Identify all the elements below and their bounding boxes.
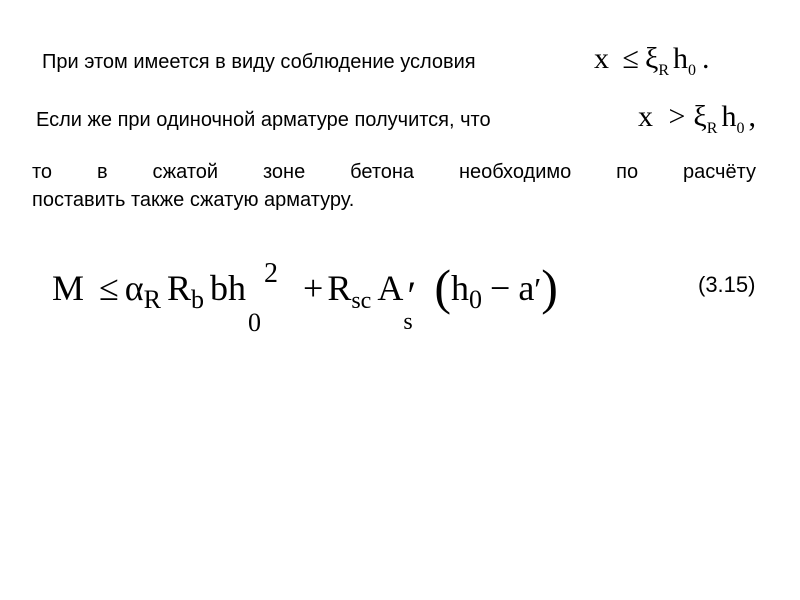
var-a: a	[518, 268, 535, 308]
condition-formula-2	[638, 100, 756, 137]
sub-0: 0	[736, 120, 745, 137]
sub-0: 0	[469, 285, 482, 315]
sup-2: 2	[264, 258, 279, 289]
paragraph-line-1: то в сжатой зоне бетона необходимо по расчёту	[32, 161, 756, 183]
comma: ,	[748, 100, 756, 133]
var-M: M	[52, 268, 85, 308]
var-bh: bh	[210, 268, 247, 308]
var-xi: ξ	[644, 42, 659, 75]
sub-b: b	[191, 285, 205, 315]
sub-0: 0	[688, 62, 697, 79]
var-R-sc: R	[327, 268, 352, 308]
var-A: A	[377, 268, 404, 308]
paragraph	[32, 158, 756, 214]
op-le: ≤	[99, 268, 119, 308]
op-gt: >	[668, 100, 686, 133]
a-prime: ′	[534, 271, 542, 307]
sub-0: 0	[248, 308, 262, 337]
paragraph-line-2: поставить также сжатую арматуру.	[32, 189, 355, 211]
text-line-2: Если же при одиночной арматуре получится, что	[36, 109, 491, 131]
op-le: ≤	[622, 42, 639, 75]
var-R-b: R	[167, 268, 192, 308]
op-plus: +	[303, 268, 324, 308]
sub-R: R	[143, 285, 161, 315]
text-line-1: При этом имеется в виду соблюдение условия	[42, 51, 476, 73]
sub-R: R	[706, 120, 718, 137]
var-alpha: α	[124, 268, 144, 308]
var-h: h	[451, 268, 469, 308]
var-xi: ξ	[693, 100, 707, 133]
var-x: x	[594, 42, 609, 75]
paren-left: (	[434, 259, 451, 315]
sub-R: R	[658, 62, 670, 79]
var-h: h	[721, 100, 737, 133]
var-h: h	[673, 42, 689, 75]
sub-s: s	[403, 309, 413, 335]
sub-sc: sc	[351, 288, 372, 315]
paren-right: )	[541, 259, 558, 315]
condition-formula-1	[594, 42, 710, 79]
equation-number: (3.15)	[698, 272, 756, 297]
main-formula	[52, 258, 558, 337]
period: .	[702, 42, 710, 75]
var-x: x	[638, 100, 653, 133]
op-minus: −	[490, 268, 511, 308]
A-prime: ′	[407, 273, 417, 318]
